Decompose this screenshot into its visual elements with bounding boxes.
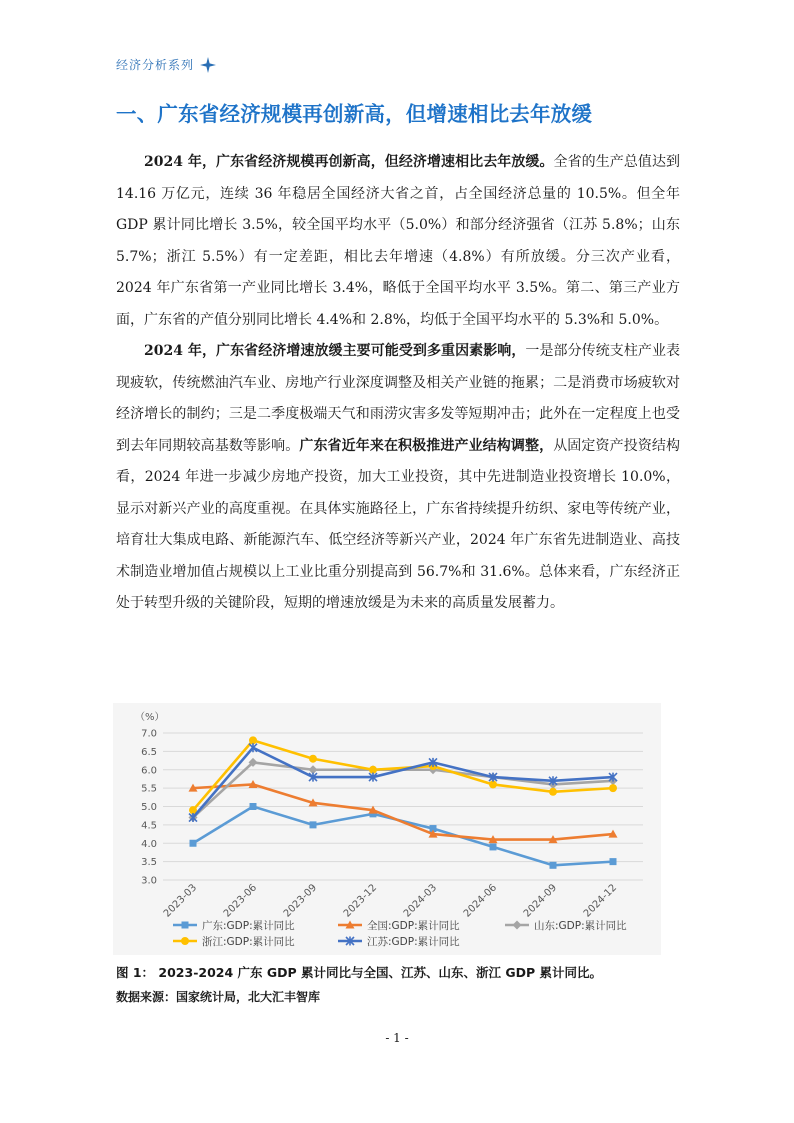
data-point	[309, 755, 317, 763]
y-tick-label: 4.0	[141, 838, 157, 850]
data-point	[489, 780, 497, 788]
chart-canvas	[113, 703, 661, 955]
y-tick-label: 4.5	[141, 820, 157, 832]
body-text	[116, 147, 680, 620]
paragraph-2	[116, 336, 680, 620]
page-number: - 1 -	[385, 1031, 409, 1045]
y-tick-label: 3.5	[141, 857, 157, 869]
series-label: 经济分析系列	[116, 58, 195, 72]
y-tick-label: 5.0	[141, 802, 157, 813]
gdp-line-chart	[113, 703, 661, 955]
legend-label: 广东:GDP:累计同比	[202, 920, 295, 932]
data-source: 数据来源：国家统计局，北大汇丰智库	[116, 990, 321, 1004]
x-tick-label: 2024-06	[461, 882, 500, 920]
x-tick-label: 2024-09	[521, 882, 560, 920]
data-point	[490, 843, 497, 850]
paragraph-lead: 2024 年，广东省经济规模再创新高，但经济增速相比去年放缓。	[144, 154, 554, 170]
x-tick-label: 2023-06	[221, 882, 260, 920]
paragraph-1	[116, 147, 680, 336]
y-tick-label: 6.5	[141, 746, 157, 758]
figure-caption: 图 1： 2023-2024 广东 GDP 累计同比与全国、江苏、山东、浙江 GDP 累计同比。	[116, 965, 603, 980]
legend-label: 浙江:GDP:累计同比	[202, 936, 295, 948]
data-point	[549, 788, 557, 796]
x-tick-label: 2024-03	[401, 882, 440, 920]
x-tick-label: 2023-03	[161, 882, 200, 920]
section-title: 一、广东省经济规模再创新高，但增速相比去年放缓	[116, 102, 593, 126]
x-tick-label: 2024-12	[581, 882, 620, 920]
y-tick-label: 3.0	[141, 875, 157, 887]
paragraph-text-2: 从固定资产投资结构看，2024 年进一步减少房地产投资，加大工业投资，其中先进制造业投资增长 10.0%，显示对新兴产业的高度重视。在具体实施路径上，广东省持续提升纺织、家电等传统产业，培育壮大集成电路、新能源汽车、低空经济等新兴产业，2024 年广东省先进制造业、高技术制造业增加值占规模以上工业比重分别提高到 56.7%和 31.6%。总体来看，广东经济正处于转型升级的关键阶段，短期的增速放缓是为未来的高质量发展蓄力。	[116, 437, 681, 611]
data-point	[369, 766, 377, 774]
four-point-star-icon	[200, 57, 216, 73]
data-point	[250, 803, 257, 810]
data-point	[181, 937, 189, 945]
data-point	[610, 858, 617, 865]
y-axis-label: （%）	[135, 712, 165, 723]
data-point	[310, 821, 317, 828]
paragraph-lead: 2024 年，广东省经济增速放缓主要可能受到多重因素影响，	[144, 343, 526, 359]
data-point	[249, 736, 257, 744]
data-point	[190, 840, 197, 847]
data-point	[182, 922, 189, 929]
data-point	[513, 921, 522, 930]
data-point	[609, 784, 617, 792]
y-tick-label: 5.5	[141, 783, 157, 795]
paragraph-text: 全省的生产总值达到 14.16 万亿元，连续 36 年稳居全国经济大省之首，占全国经济总量的 10.5%。但全年 GDP 累计同比增长 3.5%，较全国平均水平（5.0%）和部分经济强省（江苏 5.8%；山东 5.7%；浙江 5.5%）有一定差距，相比去年增速（4.8%）有所放缓。分三次产业看，2024 年广东省第一产业同比增长 3.4%，略低于全国平均水平 3.5%。第二、第三产业方面，广东省的产值分别同比增长 4.4%和 2.8%，均低于全国平均水平的 5.3%和 5.0%。	[116, 154, 681, 328]
legend-label: 全国:GDP:累计同比	[367, 920, 460, 932]
y-tick-label: 7.0	[141, 728, 157, 740]
data-point	[550, 862, 557, 869]
x-tick-label: 2023-09	[281, 882, 320, 920]
series-header	[116, 56, 216, 73]
x-tick-label: 2023-12	[341, 882, 380, 920]
series-line	[193, 807, 613, 866]
legend-label: 江苏:GDP:累计同比	[367, 936, 460, 948]
legend-label: 山东:GDP:累计同比	[534, 920, 627, 932]
paragraph-lead-2: 广东省近年来在积极推进产业结构调整，	[299, 437, 554, 454]
paragraph-text: 一是部分传统支柱产业表现疲软，传统燃油汽车业、房地产行业深度调整及相关产业链的拖累；二是消费市场疲软对经济增长的制约；三是二季度极端天气和雨涝灾害多发等短期冲击；此外在一定程度上也受到去年同期较高基数等影响。	[116, 343, 681, 454]
y-tick-label: 6.0	[141, 765, 157, 777]
